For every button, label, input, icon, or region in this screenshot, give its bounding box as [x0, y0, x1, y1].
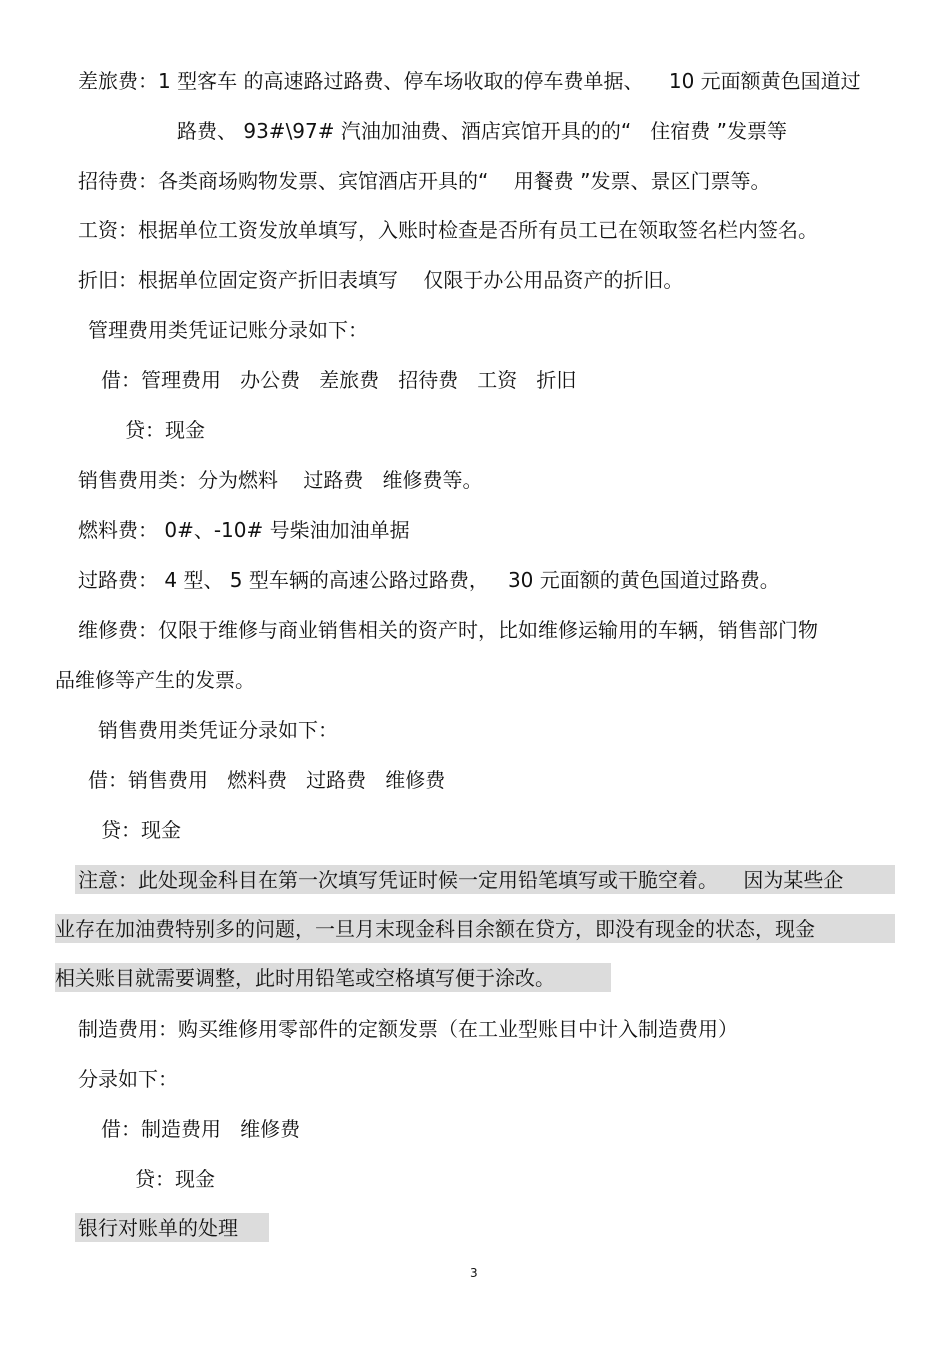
- text-line-note-1: 注意：此处现金科目在第一次填写凭证时候一定用铅笔填写或干脆空着。 因为某些企: [78, 868, 844, 892]
- text-line-sales-category: 销售费用类：分为燃料 过路费 维修费等。: [78, 468, 483, 492]
- text-line-entertainment: 招待费：各类商场购物发票、宾馆酒店开具的“ 用餐费 ”发票、景区门票等。: [78, 169, 771, 193]
- text-line-admin-heading: 管理费用类凭证记账分录如下：: [88, 318, 368, 342]
- text-line-manufacturing: 制造费用：购买维修用零部件的定额发票（在工业型账目中计入制造费用）: [78, 1017, 738, 1041]
- text-line-salary: 工资：根据单位工资发放单填写，入账时检查是否所有员工已在领取签名栏内签名。: [78, 218, 818, 242]
- text-line-depreciation: 折旧：根据单位固定资产折旧表填写 仅限于办公用品资产的折旧。: [78, 268, 684, 292]
- text-line-travel-cont: 路费、 93#\97# 汽油加油费、酒店宾馆开具的的“ 住宿费 ”发票等: [177, 119, 788, 143]
- text-line-repair-cont: 品维修等产生的发票。: [55, 668, 255, 692]
- text-line-travel: 差旅费：1 型客车 的高速路过路费、停车场收取的停车费单据、 10 元面额黄色国道过: [78, 69, 861, 93]
- text-line-entry-heading: 分录如下：: [78, 1067, 178, 1091]
- text-line-sales-heading: 销售费用类凭证分录如下：: [98, 718, 338, 742]
- text-line-note-2: 业存在加油费特别多的问题，一旦月末现金科目余额在贷方，即没有现金的状态，现金: [55, 917, 815, 941]
- section-heading-bank: 银行对账单的处理: [78, 1216, 238, 1240]
- page-number: 3: [470, 1266, 478, 1280]
- text-line-admin-debit: 借：管理费用 办公费 差旅费 招待费 工资 折旧: [101, 368, 577, 392]
- text-line-fuel: 燃料费： 0#、-10# 号柴油加油单据: [78, 518, 410, 542]
- text-line-repair: 维修费：仅限于维修与商业销售相关的资产时，比如维修运输用的车辆，销售部门物: [78, 618, 818, 642]
- text-line-note-3: 相关账目就需要调整，此时用铅笔或空格填写便于涂改。: [55, 966, 555, 990]
- text-line-mfg-debit: 借：制造费用 维修费: [101, 1117, 301, 1141]
- text-line-mfg-credit: 贷：现金: [135, 1167, 215, 1191]
- text-line-admin-credit: 贷：现金: [125, 418, 205, 442]
- text-line-sales-credit: 贷：现金: [101, 818, 181, 842]
- text-line-sales-debit: 借：销售费用 燃料费 过路费 维修费: [88, 768, 446, 792]
- text-line-toll: 过路费： 4 型、 5 型车辆的高速公路过路费， 30 元面额的黄色国道过路费。: [78, 568, 780, 592]
